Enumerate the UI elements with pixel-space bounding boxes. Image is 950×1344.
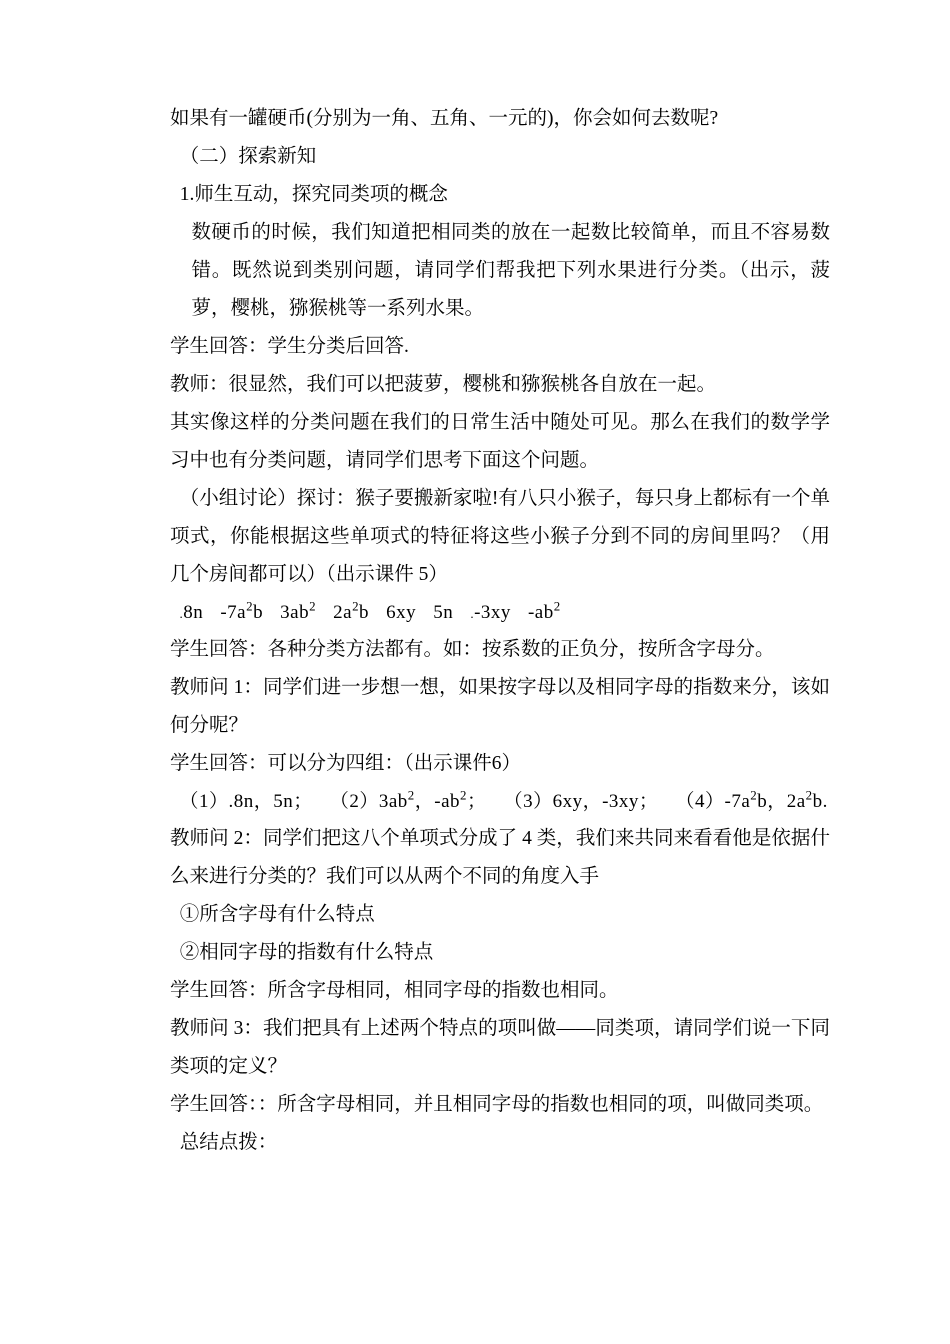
- monomial-term-8: $-ab^2$: [527, 598, 561, 624]
- monomial-group-4: $(4)-7a^2b$，$2a^2b$.: [675, 787, 828, 813]
- paragraph-student-answer-3: 学生回答：可以分为四组：（出示课件6）: [170, 753, 522, 775]
- paragraph-teacher-statement-1: 教师：很显然，我们可以把菠萝，樱桃和猕猴桃各自放在一起。: [170, 374, 717, 396]
- monomial-list-row: [170, 594, 830, 631]
- monomial-term-2: $-7a^2b$: [220, 598, 264, 624]
- paragraph-teacher-question-3: 教师问 3：我们把具有上述两个特点的项叫做——同类项，请同学们说一下同类项的定义？: [170, 1018, 830, 1078]
- paragraph-teacher-question-2: 教师问 2：同学们把这八个单项式分成了 4 类，我们来共同来看看他是依据什么来进行分类的？我们可以从两个不同的角度入手: [170, 828, 830, 888]
- paragraph-coin-question: 如果有一罐硬币(分别为一角、五角、一元的)，你会如何去数呢?: [170, 108, 719, 129]
- paragraph-student-answer-1: 学生回答：学生分类后回答.: [170, 336, 409, 358]
- paragraph-student-answer-4: 学生回答：所含字母相同，相同字母的指数也相同。: [170, 980, 619, 1002]
- grouped-monomials-row: [170, 783, 830, 820]
- paragraph-student-answer-5: 学生回答：：所含字母相同，并且相同字母的指数也相同的项，叫做同类项。: [170, 1094, 824, 1116]
- monomial-term-3: $3ab^2$: [280, 598, 317, 624]
- monomial-term-4: $2a^2b$: [333, 598, 370, 624]
- paragraph-feature-point-1: ①所含字母有什么特点: [179, 904, 375, 926]
- paragraph-feature-point-2: ②相同字母的指数有什么特点: [179, 942, 434, 964]
- monomial-leading-dot: .: [179, 606, 184, 622]
- paragraph-student-answer-2: 学生回答：各种分类方法都有。如：按系数的正负分，按所含字母分。: [170, 639, 775, 661]
- monomial-term-5: 6xy: [386, 602, 417, 624]
- monomial-group-3: （3）6xy，-3xy；: [503, 791, 659, 813]
- monomial-term-7: -3xy: [474, 602, 511, 624]
- paragraph-section-heading: （二）探索新知: [179, 146, 317, 168]
- paragraph-teacher-question-1: 教师问 1：同学们进一步想一想，如果按字母以及相同字母的指数来分，该如何分呢？: [170, 677, 830, 737]
- paragraph-daily-life-classification: 其实像这样的分类问题在我们的日常生活中随处可见。那么在我们的数学学习中也有分类问题，请同学们思考下面这个问题。: [170, 412, 830, 472]
- paragraph-summary-heading: 总结点拨：: [179, 1132, 278, 1154]
- monomial-term-6: 5n: [433, 602, 454, 624]
- monomial-term-1: 8n: [183, 602, 204, 624]
- paragraph-subsection-heading: 1.师生互动，探究同类项的概念: [179, 184, 448, 206]
- paragraph-group-discussion: （小组讨论）探讨：猴子要搬新家啦!有八只小猴子，每只身上都标有一个单项式，你能根据这些单项式的特征将这些小猴子分到不同的房间里吗？（用几个房间都可以）（出示课件 5）: [170, 488, 830, 586]
- monomial-leading-dot-2: .: [470, 606, 475, 622]
- monomial-group-1: （1）.8n，5n；: [179, 791, 313, 813]
- monomial-group-2: $(2)3ab^2$，$-ab^2$；: [329, 787, 487, 813]
- document-body: [170, 100, 830, 1163]
- paragraph-coin-sorting: 数硬币的时候，我们知道把相同类的放在一起数比较简单，而且不容易数错。既然说到类别问题，请同学们帮我把下列水果进行分类。（出示，菠萝，樱桃，猕猴桃等一系列水果。: [191, 222, 830, 320]
